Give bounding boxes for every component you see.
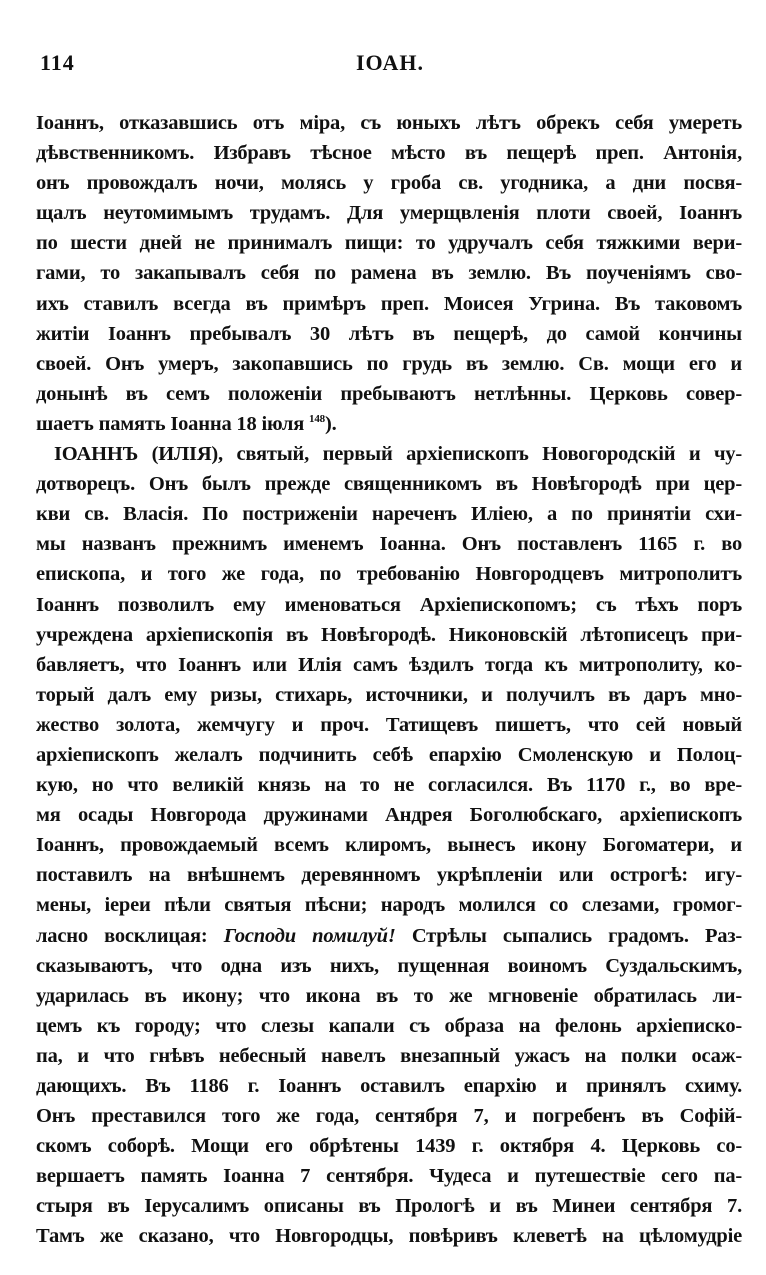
text-line: своей. Онъ умеръ, закопавшись по грудь въ землю. Св. мощи его и [36,352,742,375]
text-line: жество золота, жемчугу и проч. Татищевъ пишетъ, что сей новый [36,713,742,736]
text-line: вершаетъ память Іоанна 7 сентября. Чудеса и путешествіе сего па- [36,1165,742,1188]
text-line: мы названъ прежнимъ именемъ Іоанна. Онъ поставленъ 1165 г. во [36,533,742,556]
text-line: архіепископъ желалъ подчинить себѣ епархію Смоленскую и Полоц- [36,743,742,766]
text-line: кую, но что великій князь на то не согласился. Въ 1170 г., во вре- [36,774,742,797]
text-line: ударилась въ икону; что икона въ то же мгновеніе обратилась ли- [36,984,742,1007]
text-line: торый далъ ему ризы, стихарь, источники, и получилъ въ даръ мно- [36,683,742,706]
text-line: гами, то закапывалъ себя по рамена въ землю. Въ поученіямъ сво- [36,262,742,285]
text-line: мя осады Новгорода дружинами Андрея Боголюбскаго, архіепископъ [36,804,742,827]
text-line: дѣвственникомъ. Избравъ тѣсное мѣсто въ пещерѣ преп. Антонія, [36,142,742,165]
text-line: цемъ къ городу; что слезы капали съ образа на фелонь архіеписко- [36,1014,742,1037]
text-line-content: ласно восклицая: [36,924,208,947]
text-line: учреждена архіепископія въ Новѣгородѣ. Никоновскій лѣтописецъ при- [36,623,742,646]
text-line: донынѣ въ семъ положеніи пребываютъ нетлѣнны. Церковь совер- [36,382,742,405]
text-line: па, и что гнѣвъ небесный навелъ внезапный ужасъ на полки осаж- [36,1044,742,1067]
text-line: Іоаннъ позволилъ ему именоваться Архіепископомъ; съ тѣхъ поръ [36,593,742,616]
text-line-paragraph-end [36,409,742,439]
text-line-content: шаетъ память Іоанна 18 іюля [36,412,305,435]
text-line: дотворецъ. Онъ былъ прежде священникомъ въ Новѣгородѣ при цер- [36,473,742,496]
footnote-close: ). [324,412,337,435]
text-line: житіи Іоаннъ пребывалъ 30 лѣтъ въ пещерѣ, до самой кончины [36,322,742,345]
text-line: по шести дней не принималъ пищи: то удручалъ себя тяжкими вери- [36,232,742,255]
footnote-reference: 148 [309,413,325,426]
text-line: поставилъ на внѣшнемъ деревянномъ укрѣпленіи или острогѣ: игу- [36,864,742,887]
body-text [36,108,742,1252]
text-line: дающихъ. Въ 1186 г. Іоаннъ оставилъ епархію и принялъ схиму. [36,1075,742,1097]
text-line: мены, іереи пѣли святыя пѣсни; народъ молился со слезами, громог- [36,894,742,917]
text-line-with-italic [36,921,742,951]
text-line: епископа, и того же года, по требованію Новгородцевъ митрополитъ [36,563,742,586]
text-line: Тамъ же сказано, что Новгородцы, повѣривъ клеветѣ на цѣломудріе [36,1225,742,1248]
page-number: 114 [40,50,75,75]
text-line: сказываютъ, что одна изъ нихъ, пущенная воиномъ Суздальскимъ, [36,954,742,977]
text-line: Онъ преставился того же года, сентября 7, и погребенъ въ Софій- [36,1105,742,1128]
text-line: Іоаннъ, отказавшись отъ міра, съ юныхъ лѣтъ обрекъ себя умереть [36,112,742,134]
text-line: стыря въ Іерусалимъ описаны въ Прологѣ и въ Минеи сентября 7. [36,1195,742,1218]
text-line: кви св. Власія. По постриженіи нареченъ Иліею, а по принятіи схи- [36,503,742,526]
text-line: скомъ соборѣ. Мощи его обрѣтены 1439 г. октября 4. Церковь со- [36,1135,742,1158]
text-line: ихъ ставилъ всегда въ примѣръ преп. Моисея Угрина. Въ таковомъ [36,292,742,315]
paragraph-start-line: ІОАННЪ (ИЛІЯ), святый, первый архіепископъ Новогородскій и чу- [54,443,742,466]
text-line-content: Стрѣлы сыпались градомъ. Раз- [411,924,742,947]
page-header [40,50,740,82]
running-head: ІОАН. [355,50,425,75]
text-line: онъ провождалъ ночи, молясь у гроба св. угодника, а дни посвя- [36,172,742,195]
text-line: Іоаннъ, провождаемый всемъ клиромъ, вынесъ икону Богоматери, и [36,834,742,857]
italic-exclamation: Господи помилуй! [223,924,396,947]
text-line: бавляетъ, что Іоаннъ или Илія самъ ѣздилъ тогда къ митрополиту, ко- [36,653,742,676]
text-line: щалъ неутомимымъ трудамъ. Для умерщвленія плоти своей, Іоаннъ [36,202,742,225]
